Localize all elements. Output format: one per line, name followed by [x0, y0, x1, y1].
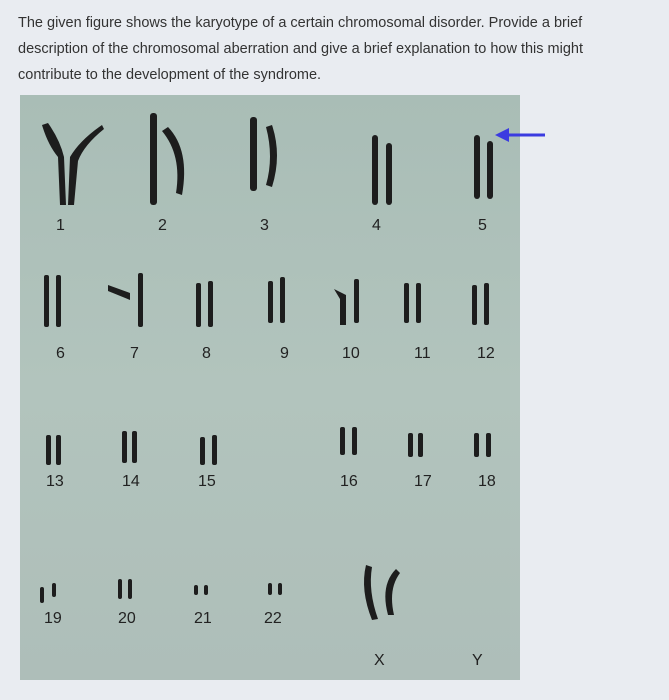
arrow-left-icon	[495, 125, 550, 145]
chromosome-pair-12	[472, 283, 489, 325]
chromosome-pair-11	[404, 283, 421, 323]
chromosome-label-2: 2	[158, 217, 167, 234]
chromosome-label-1: 1	[56, 217, 65, 234]
chromosome-pair-17	[408, 433, 423, 457]
chromosome-pair-1	[42, 123, 104, 205]
chromosome-label-9: 9	[280, 345, 289, 362]
chromosome-label-4: 4	[372, 217, 381, 234]
chromosome-label-12: 12	[477, 345, 495, 362]
chromosome-pair-21	[194, 585, 208, 595]
chromosome-label-16: 16	[340, 473, 358, 490]
chromosome-label-y: Y	[472, 652, 483, 669]
chromosome-pair-3	[250, 117, 277, 191]
chromosome-label-19: 19	[44, 610, 62, 627]
chromosome-pair-13	[46, 435, 61, 465]
chromosome-label-22: 22	[264, 610, 282, 627]
chromosome-pair-14	[122, 431, 137, 463]
chromosome-pair-20	[118, 579, 132, 599]
chromosome-pair-19	[40, 583, 56, 603]
chromosome-pair-2	[150, 113, 184, 205]
chromosome-pair-16	[340, 427, 357, 455]
chromosome-x-pair	[364, 565, 400, 620]
chromosome-label-8: 8	[202, 345, 211, 362]
chromosome-pair-9	[268, 277, 285, 323]
chromosome-label-20: 20	[118, 610, 136, 627]
chromosome-pair-15	[200, 435, 217, 465]
question-line-3: contribute to the development of the syndrome.	[18, 67, 322, 83]
chromosome-pair-6	[44, 275, 61, 327]
chromosome-pair-4	[372, 135, 392, 205]
question-line-2: description of the chromosomal aberration and give a brief explanation to how this might	[18, 41, 584, 57]
chromosome-label-7: 7	[130, 345, 139, 362]
chromosome-label-17: 17	[414, 473, 432, 490]
chromosome-pair-22	[268, 583, 282, 595]
question-line-1: The given figure shows the karyotype of a certain chromosomal disorder. Provide a brief	[18, 15, 583, 31]
chromosome-drawings	[20, 95, 520, 680]
chromosome-label-6: 6	[56, 345, 65, 362]
chromosome-label-11: 11	[414, 345, 431, 362]
chromosome-label-x: X	[374, 652, 385, 669]
question-text	[18, 10, 658, 88]
chromosome-label-10: 10	[342, 345, 360, 362]
chromosome-pair-10	[334, 279, 359, 325]
chromosome-label-21: 21	[194, 610, 212, 627]
chromosome-pair-5	[474, 135, 493, 199]
karyotype-image	[20, 95, 520, 680]
chromosome-label-3: 3	[260, 217, 269, 234]
chromosome-label-18: 18	[478, 473, 496, 490]
chromosome-label-5: 5	[478, 217, 487, 234]
chromosome-pair-7	[108, 273, 143, 327]
chromosome-pair-18	[474, 433, 491, 457]
chromosome-pair-8	[196, 281, 213, 327]
chromosome-label-15: 15	[198, 473, 216, 490]
chromosome-label-13: 13	[46, 473, 64, 490]
chromosome-label-14: 14	[122, 473, 140, 490]
